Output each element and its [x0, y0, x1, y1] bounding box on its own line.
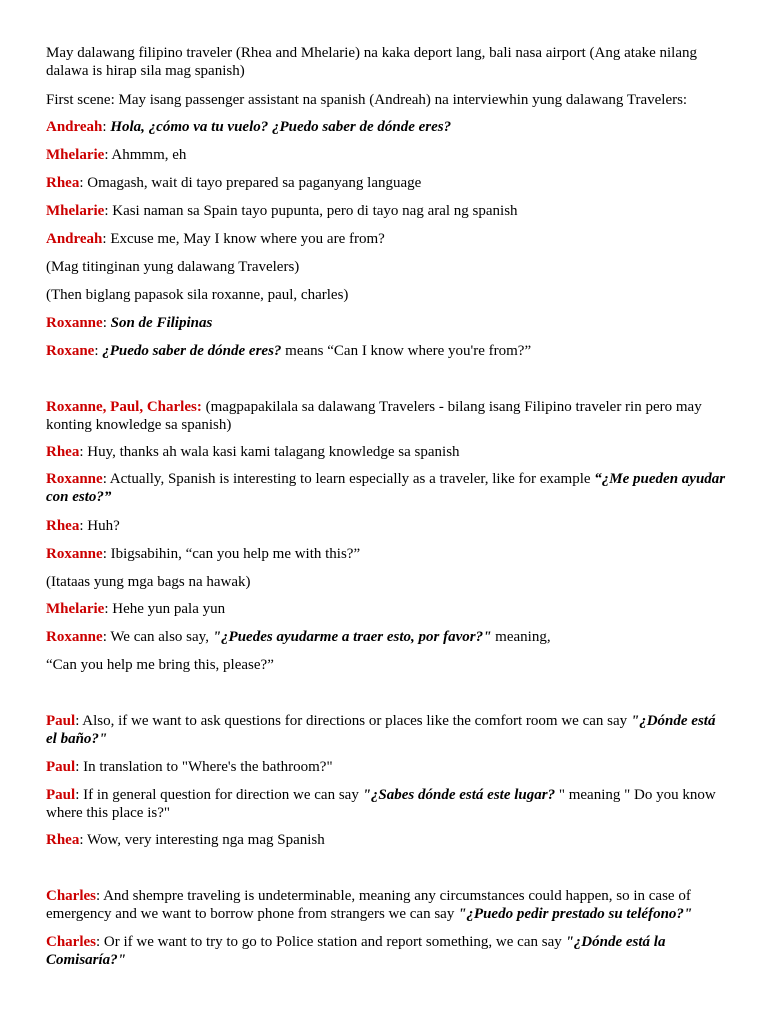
dialogue-paragraph: [46, 470, 726, 506]
dialogue-text: “Can you help me bring this, please?”: [46, 657, 274, 673]
dialogue-paragraph: [46, 933, 726, 969]
dialogue-paragraph: [46, 600, 726, 618]
spanish-phrase: "¿Puedo pedir prestado su teléfono?": [458, 906, 693, 922]
speaker-name: Mhelarie: [46, 147, 105, 163]
dialogue-text: " meaning " Do you know where this place is?": [46, 787, 716, 821]
dialogue-text: : And shempre traveling is undeterminable, meaning any circumstances could happen, so in case of emergency and we want to borrow phone from strangers we can say: [46, 888, 691, 922]
spanish-phrase: “¿Me pueden ayudar con esto?”: [46, 471, 726, 505]
dialogue-paragraph: [46, 758, 726, 776]
speaker-name: Roxanne: [46, 546, 103, 562]
dialogue-text: :: [102, 315, 111, 331]
speaker-name: Rhea: [46, 832, 80, 848]
dialogue-paragraph: [46, 712, 726, 748]
dialogue-text: : Or if we want to try to go to Police station and report something, we can say: [96, 934, 566, 950]
speaker-name: Andreah: [46, 119, 103, 135]
dialogue-paragraph: [46, 628, 726, 646]
dialogue-text: : Hehe yun pala yun: [104, 601, 226, 617]
dialogue-paragraph: [46, 44, 726, 80]
dialogue-paragraph: [46, 258, 726, 276]
dialogue-paragraph: [46, 314, 726, 332]
dialogue-paragraph: [46, 398, 726, 434]
speaker-name: Mhelarie: [46, 203, 105, 219]
dialogue-text: (magpapakilala sa dalawang Travelers - bilang isang Filipino traveler rin pero may konting knowledge sa spanish): [46, 399, 702, 433]
speaker-name: Roxanne: [46, 315, 103, 331]
dialogue-paragraph: [46, 443, 726, 461]
speaker-name: Charles: [46, 888, 96, 904]
dialogue-text: : We can also say,: [102, 629, 213, 645]
speaker-name: Mhelarie: [46, 601, 105, 617]
spanish-phrase: Hola, ¿cómo va tu vuelo? ¿Puedo saber de dónde eres?: [110, 119, 452, 135]
dialogue-text: :: [94, 343, 103, 359]
dialogue-paragraph: [46, 91, 726, 109]
dialogue-text: : Excuse me, May I know where you are from?: [102, 231, 385, 247]
dialogue-text: : Huy, thanks ah wala kasi kami talagang knowledge sa spanish: [79, 444, 460, 460]
spanish-phrase: "¿Puedes ayudarme a traer esto, por favor?": [212, 629, 492, 645]
dialogue-paragraph: [46, 146, 726, 164]
speaker-name: Paul: [46, 713, 76, 729]
dialogue-paragraph: [46, 786, 726, 822]
speaker-name: Roxanne: [46, 471, 103, 487]
dialogue-paragraph: [46, 517, 726, 535]
speaker-name: Paul: [46, 787, 76, 803]
dialogue-paragraph: [46, 342, 726, 360]
speaker-name: Roxanne, Paul, Charles:: [46, 399, 202, 415]
speaker-name: Roxanne: [46, 629, 103, 645]
spanish-phrase: "¿Dónde está la Comisaría?": [46, 934, 666, 968]
speaker-name: Andreah: [46, 231, 103, 247]
speaker-name: Roxane: [46, 343, 95, 359]
dialogue-paragraph: [46, 174, 726, 192]
dialogue-text: : Kasi naman sa Spain tayo pupunta, pero di tayo nag aral ng spanish: [104, 203, 518, 219]
dialogue-paragraph: [46, 656, 726, 674]
speaker-name: Charles: [46, 934, 96, 950]
dialogue-text: meaning,: [491, 629, 551, 645]
dialogue-paragraph: [46, 118, 726, 136]
dialogue-paragraph: [46, 286, 726, 304]
dialogue-text: : Omagash, wait di tayo prepared sa paganyang language: [79, 175, 422, 191]
speaker-name: Rhea: [46, 444, 80, 460]
dialogue-paragraph: [46, 545, 726, 563]
spanish-phrase: "¿Sabes dónde está este lugar?: [362, 787, 559, 803]
speaker-name: Rhea: [46, 518, 80, 534]
dialogue-text: (Itataas yung mga bags na hawak): [46, 574, 251, 590]
spanish-phrase: ¿Puedo saber de dónde eres?: [102, 343, 282, 359]
spanish-phrase: Son de Filipinas: [110, 315, 213, 331]
speaker-name: Paul: [46, 759, 76, 775]
dialogue-paragraph: [46, 230, 726, 248]
dialogue-text: First scene: May isang passenger assistant na spanish (Andreah) na interviewhin yung dalawang Travelers:: [46, 92, 688, 108]
dialogue-paragraph: [46, 831, 726, 849]
spanish-phrase: "¿Dónde está el baño?": [46, 713, 716, 747]
dialogue-text: (Mag titinginan yung dalawang Travelers): [46, 259, 300, 275]
dialogue-text: : Also, if we want to ask questions for directions or places like the comfort room we can say: [75, 713, 631, 729]
dialogue-text: : Ibigsabihin, “can you help me with this?”: [102, 546, 361, 562]
dialogue-text: : In translation to "Where's the bathroom?": [75, 759, 333, 775]
dialogue-text: means “Can I know where you're from?”: [281, 343, 532, 359]
dialogue-text: May dalawang filipino traveler (Rhea and Mhelarie) na kaka deport lang, bali nasa airport (Ang atake nilang dalawa is hirap sila mag spanish): [46, 45, 697, 79]
dialogue-text: : Wow, very interesting nga mag Spanish: [79, 832, 325, 848]
dialogue-text: : If in general question for direction we can say: [75, 787, 363, 803]
dialogue-paragraph: [46, 202, 726, 220]
dialogue-text: : Huh?: [79, 518, 120, 534]
dialogue-text: :: [102, 119, 111, 135]
dialogue-text: (Then biglang papasok sila roxanne, paul, charles): [46, 287, 349, 303]
dialogue-text: : Actually, Spanish is interesting to learn especially as a traveler, like for example: [102, 471, 595, 487]
dialogue-paragraph: [46, 887, 726, 923]
dialogue-paragraph: [46, 573, 726, 591]
dialogue-text: : Ahmmm, eh: [104, 147, 187, 163]
speaker-name: Rhea: [46, 175, 80, 191]
